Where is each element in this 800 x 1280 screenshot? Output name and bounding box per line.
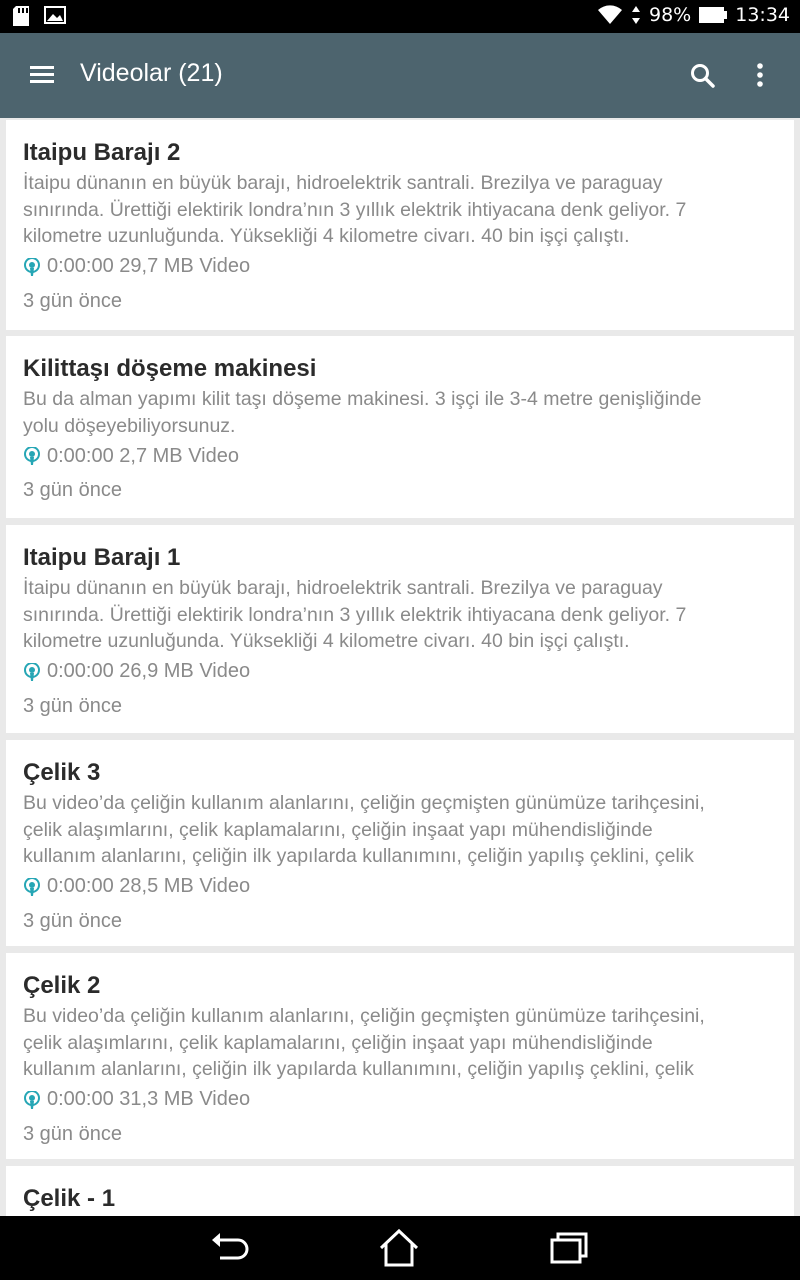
battery-icon — [699, 6, 727, 24]
video-time: 3 gün önce — [23, 1122, 122, 1145]
video-description: İtaipu dünanın en büyük barajı, hidroelektrik santrali. Brezilya ve paraguay sınırında. Ürettiği elektirik londra’nın 3 yıllık elektrik ihtiyacana denk geliyor. 7 kilometre uzunluğunda. Yüksekliği 4 kilometre civarı. 40 bin işçi çalıştı. — [23, 172, 687, 247]
video-card[interactable] — [6, 740, 794, 946]
video-time: 3 gün önce — [23, 479, 122, 501]
video-time: 3 gün önce — [23, 694, 122, 717]
video-meta: 0:00:00 29,7 MB Video — [23, 250, 777, 284]
back-icon — [208, 1228, 252, 1268]
video-time: 3 gün önce — [23, 909, 122, 932]
video-title: Itaipu Barajı 1 — [23, 544, 181, 571]
home-icon — [377, 1228, 421, 1268]
video-list — [0, 118, 800, 1216]
video-meta: 0:00:00 26,9 MB Video — [23, 655, 777, 689]
recents-icon — [548, 1228, 592, 1268]
menu-button[interactable] — [28, 63, 56, 87]
video-description: Bu video’da çeliğin kullanım alanlarını, çeliğin geçmişten günümüze tarihçesini, çelik alaşımlarını, çelik kaplamalarını, çeliğin inşaat yapı mühendisliğinde kullanım alanlarını, çeliğin ilk yapılarda kullanımını, çeliğin yapılış çeklini, çelik — [23, 792, 705, 867]
video-time: 3 gün önce — [23, 289, 122, 312]
podcast-icon — [23, 878, 41, 896]
video-title: Itaipu Barajı 2 — [23, 139, 181, 166]
overflow-menu-button[interactable] — [748, 61, 772, 91]
video-meta: 0:00:00 28,5 MB Video — [23, 870, 777, 904]
video-card[interactable] — [6, 336, 794, 518]
video-card[interactable] — [6, 953, 794, 1159]
home-button[interactable] — [377, 1228, 421, 1268]
back-button[interactable] — [208, 1228, 252, 1268]
app-bar — [0, 33, 800, 118]
wifi-icon — [597, 4, 623, 26]
sd-card-icon — [12, 6, 30, 26]
recents-button[interactable] — [548, 1228, 592, 1268]
podcast-icon — [23, 1091, 41, 1109]
video-title: Çelik 2 — [23, 972, 101, 999]
video-title: Çelik 3 — [23, 759, 101, 786]
video-card[interactable] — [6, 525, 794, 733]
search-button[interactable] — [688, 61, 718, 91]
video-description: Bu da alman yapımı kilit taşı döşeme makinesi. 3 işçi ile 3-4 metre genişliğinde yolu döşeyebiliyorsunuz. — [23, 388, 702, 437]
navigation-bar — [0, 1216, 800, 1280]
video-title: Çelik - 1 — [23, 1185, 116, 1212]
podcast-icon — [23, 258, 41, 276]
video-meta: 0:00:00 31,3 MB Video — [23, 1083, 777, 1117]
video-description: İtaipu dünanın en büyük barajı, hidroelektrik santrali. Brezilya ve paraguay sınırında. Ürettiği elektirik londra’nın 3 yıllık elektrik ihtiyacana denk geliyor. 7 kilometre uzunluğunda. Yüksekliği 4 kilometre civarı. 40 bin işçi çalıştı. — [23, 577, 687, 652]
more-vert-icon — [748, 61, 772, 91]
search-icon — [688, 61, 718, 91]
podcast-icon — [23, 447, 41, 465]
image-icon — [44, 6, 66, 24]
clock: 13:34 — [735, 4, 790, 26]
podcast-icon — [23, 663, 41, 681]
data-arrows-icon — [631, 5, 641, 25]
page-title: Videolar (21) — [80, 59, 223, 87]
status-bar — [0, 0, 800, 33]
video-card[interactable] — [6, 120, 794, 330]
video-card[interactable] — [6, 1166, 794, 1216]
video-title: Kilittaşı döşeme makinesi — [23, 355, 317, 382]
video-description: Bu video’da çeliğin kullanım alanlarını, çeliğin geçmişten günümüze tarihçesini, çelik alaşımlarını, çelik kaplamalarını, çeliğin inşaat yapı mühendisliğinde kullanım alanlarını, çeliğin ilk yapılarda kullanımını, çeliğin yapılış çeklini, çelik — [23, 1005, 705, 1080]
video-meta: 0:00:00 2,7 MB Video — [23, 439, 777, 473]
battery-percent: 98% — [649, 4, 692, 26]
